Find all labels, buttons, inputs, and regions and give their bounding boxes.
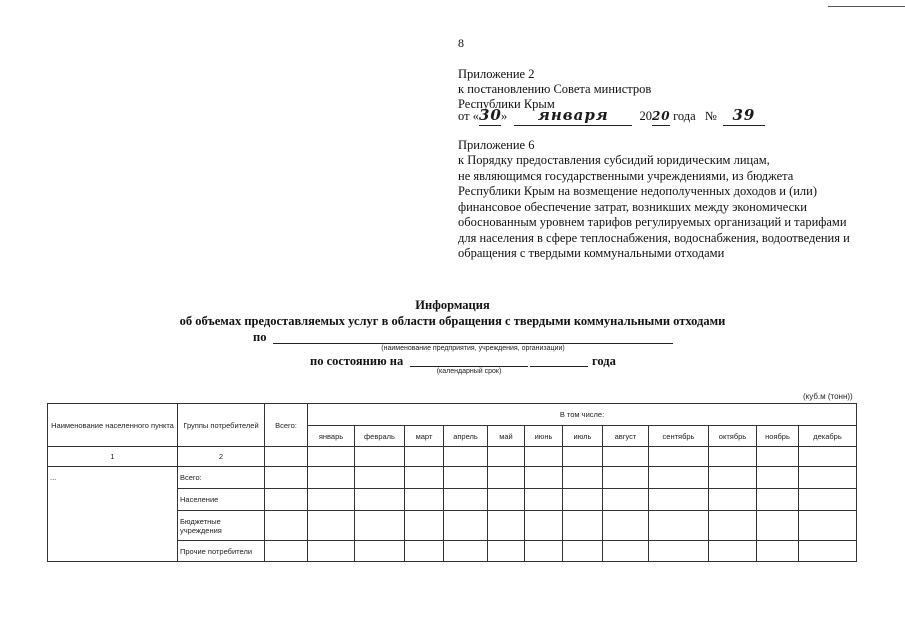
appendix6-text-4: финансовое обеспечение затрат, возникших между экономически bbox=[458, 199, 807, 214]
empty-cell bbox=[757, 467, 799, 489]
empty-cell bbox=[405, 467, 444, 489]
empty-cell bbox=[488, 489, 525, 511]
empty-cell bbox=[444, 489, 488, 511]
empty-cell bbox=[649, 489, 709, 511]
org-caption: (наименование предприятия, учреждения, организации) bbox=[381, 345, 565, 352]
month-march: март bbox=[405, 426, 444, 447]
empty-cell bbox=[525, 489, 563, 511]
empty-cell bbox=[488, 447, 525, 467]
date-prefix: от « bbox=[458, 109, 479, 123]
month-december: декабрь bbox=[799, 426, 857, 447]
appendix2-line3: Республики Крым bbox=[458, 97, 555, 111]
appendix6-text-5: обоснованным уровнем тарифов регулируемых организаций и тарифами bbox=[458, 215, 847, 229]
appendix6-text-1: к Порядку предоставления субсидий юридическим лицам, bbox=[458, 153, 770, 167]
month-july: июль bbox=[563, 426, 603, 447]
empty-cell bbox=[355, 541, 405, 562]
empty-cell bbox=[308, 541, 355, 562]
period-caption: (календарный срок) bbox=[436, 368, 502, 375]
document-number-handwritten: 39 bbox=[732, 106, 756, 124]
empty-cell bbox=[444, 467, 488, 489]
locality-cell: ... bbox=[48, 467, 178, 562]
empty-cell bbox=[799, 541, 857, 562]
empty-cell bbox=[525, 541, 563, 562]
empty-cell bbox=[603, 489, 649, 511]
empty-cell bbox=[563, 467, 603, 489]
empty-cell bbox=[563, 489, 603, 511]
empty-cell bbox=[525, 511, 563, 541]
empty-cell bbox=[709, 467, 757, 489]
year-word: года bbox=[673, 109, 696, 123]
empty-cell bbox=[444, 541, 488, 562]
appendix6-text-3: Республики Крым на возмещение недополученных доходов и (или) bbox=[458, 184, 818, 198]
empty-cell bbox=[308, 467, 355, 489]
empty-cell bbox=[649, 447, 709, 467]
empty-cell bbox=[355, 489, 405, 511]
number-sign: № bbox=[704, 109, 717, 123]
date-mid: » bbox=[500, 109, 508, 123]
row-label-budget-institutions: Бюджетные учреждения bbox=[178, 511, 265, 541]
month-june: июнь bbox=[525, 426, 563, 447]
empty-cell bbox=[603, 447, 649, 467]
empty-cell bbox=[649, 541, 709, 562]
form-subheading: об объемах предоставляемых услуг в области обращения с твердыми коммунальными отходами bbox=[179, 314, 726, 328]
empty-cell bbox=[757, 511, 799, 541]
units-label: (куб.м (тонн)) bbox=[803, 392, 853, 401]
empty-cell bbox=[488, 541, 525, 562]
empty-cell bbox=[265, 467, 308, 489]
year-suffix-handwritten: 20 bbox=[651, 109, 671, 123]
empty-cell bbox=[799, 447, 857, 467]
month-august: август bbox=[603, 426, 649, 447]
empty-cell bbox=[563, 511, 603, 541]
table-row bbox=[48, 467, 857, 489]
month-september: сентябрь bbox=[649, 426, 709, 447]
empty-cell bbox=[757, 489, 799, 511]
empty-cell bbox=[525, 447, 563, 467]
month-april: апрель bbox=[444, 426, 488, 447]
empty-cell bbox=[649, 467, 709, 489]
empty-cell bbox=[265, 447, 308, 467]
services-table bbox=[47, 403, 857, 562]
empty-cell bbox=[265, 489, 308, 511]
top-rule bbox=[828, 6, 905, 7]
header-including: В том числе: bbox=[308, 404, 857, 426]
row-label-other-consumers: Прочие потребители bbox=[178, 541, 265, 562]
empty-cell bbox=[757, 447, 799, 467]
appendix6-text-2: не являющимся государственными учреждениями, из бюджета bbox=[458, 168, 794, 183]
empty-cell bbox=[405, 511, 444, 541]
period-line-1 bbox=[410, 366, 528, 367]
empty-cell bbox=[709, 511, 757, 541]
empty-cell bbox=[308, 511, 355, 541]
column-number-2: 2 bbox=[178, 447, 265, 467]
column-number-1: 1 bbox=[48, 447, 178, 467]
state-label: по состоянию на bbox=[310, 354, 404, 368]
empty-cell bbox=[603, 541, 649, 562]
empty-cell bbox=[709, 447, 757, 467]
appendix2-date-line bbox=[458, 108, 765, 126]
empty-cell bbox=[444, 447, 488, 467]
empty-cell bbox=[405, 541, 444, 562]
empty-cell bbox=[603, 467, 649, 489]
empty-cell bbox=[355, 467, 405, 489]
empty-cell bbox=[308, 489, 355, 511]
empty-cell bbox=[525, 467, 563, 489]
form-heading: Информация bbox=[415, 298, 490, 312]
appendix2-line1: Приложение 2 bbox=[458, 67, 535, 81]
empty-cell bbox=[709, 489, 757, 511]
empty-cell bbox=[444, 511, 488, 541]
org-name-line bbox=[273, 343, 673, 344]
by-label: по bbox=[253, 330, 267, 344]
empty-cell bbox=[757, 541, 799, 562]
empty-cell bbox=[563, 541, 603, 562]
year-suffix bbox=[652, 109, 670, 126]
empty-cell bbox=[799, 511, 857, 541]
appendix6-line1: Приложение 6 bbox=[458, 138, 535, 152]
date-month-handwritten: января bbox=[537, 106, 609, 124]
empty-cell bbox=[355, 447, 405, 467]
empty-cell bbox=[405, 447, 444, 467]
empty-cell bbox=[355, 511, 405, 541]
month-november: ноябрь bbox=[757, 426, 799, 447]
month-october: октябрь bbox=[709, 426, 757, 447]
month-may: май bbox=[488, 426, 525, 447]
document-number bbox=[723, 108, 765, 126]
year-prefix: 20 bbox=[639, 109, 652, 123]
month-february: февраль bbox=[355, 426, 405, 447]
row-label-population: Население bbox=[178, 489, 265, 511]
month-january: январь bbox=[308, 426, 355, 447]
empty-cell bbox=[563, 447, 603, 467]
empty-cell bbox=[488, 511, 525, 541]
row-label-total: Всего: bbox=[178, 467, 265, 489]
year-label: года bbox=[592, 354, 616, 368]
empty-cell bbox=[799, 489, 857, 511]
empty-cell bbox=[488, 467, 525, 489]
date-month bbox=[514, 108, 632, 126]
period-line-2 bbox=[530, 366, 588, 367]
header-consumer-groups: Группы потребителей bbox=[178, 404, 265, 447]
empty-cell bbox=[649, 511, 709, 541]
empty-cell bbox=[265, 541, 308, 562]
appendix6-text-6: для населения в сфере теплоснабжения, водоснабжения, водоотведения и bbox=[458, 230, 850, 245]
date-day-handwritten: 30 bbox=[478, 106, 502, 124]
empty-cell bbox=[265, 511, 308, 541]
page-number: 8 bbox=[458, 36, 464, 50]
empty-cell bbox=[405, 489, 444, 511]
empty-cell bbox=[709, 541, 757, 562]
empty-cell bbox=[308, 447, 355, 467]
appendix6-text-7: обращения с твердыми коммунальными отходами bbox=[458, 246, 725, 260]
table-row bbox=[48, 447, 857, 467]
empty-cell bbox=[799, 467, 857, 489]
header-total: Всего: bbox=[265, 404, 308, 447]
empty-cell bbox=[603, 511, 649, 541]
date-day bbox=[479, 108, 501, 126]
header-locality: Наименование населенного пункта bbox=[48, 404, 178, 447]
appendix2-line2: к постановлению Совета министров bbox=[458, 82, 652, 96]
